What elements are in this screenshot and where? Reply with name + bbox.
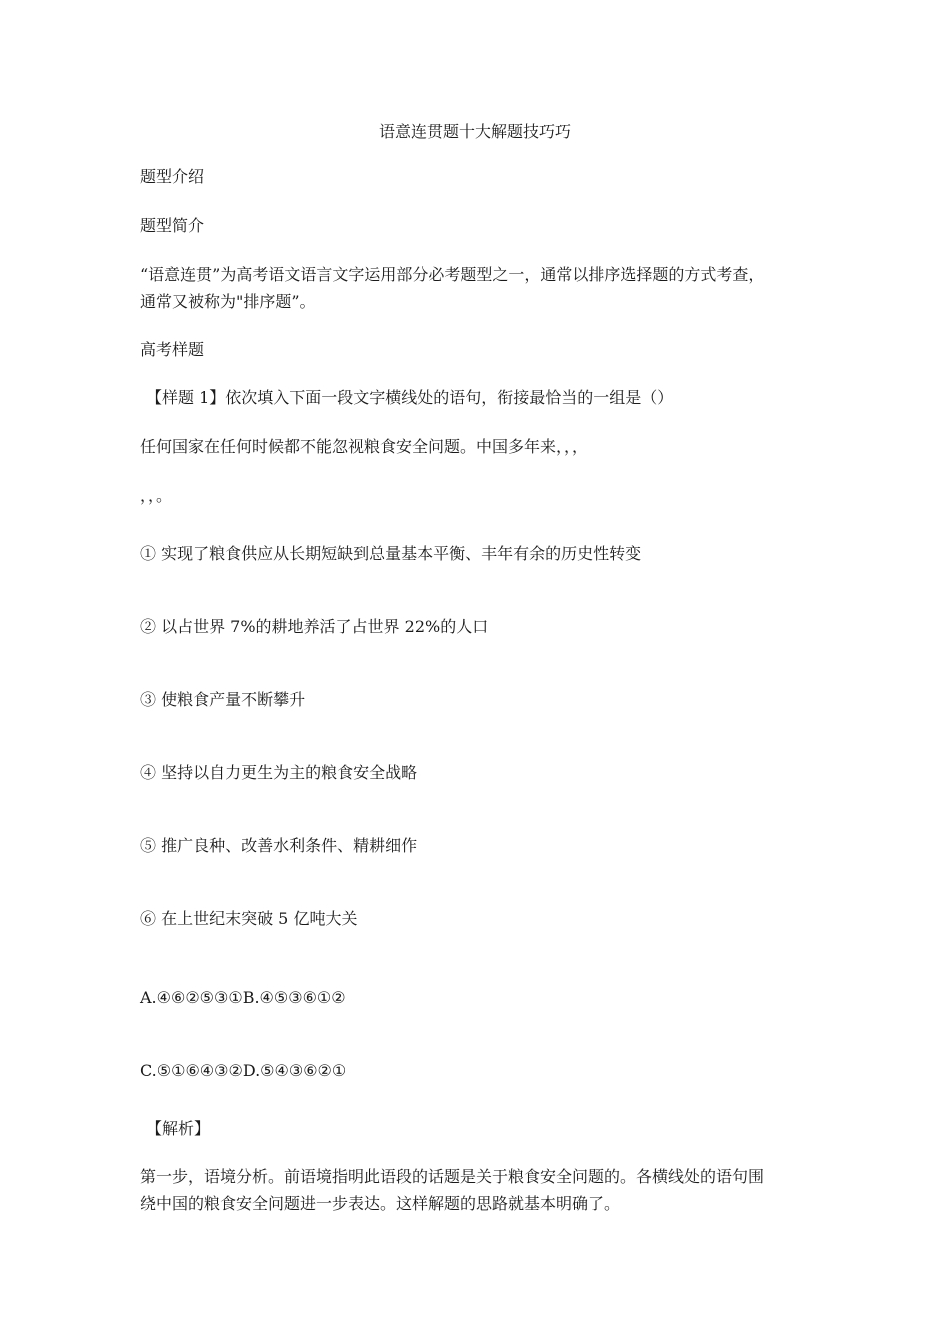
subsection-heading-brief: 题型简介 <box>140 216 205 235</box>
analysis-heading: 【解析】 <box>146 1119 211 1138</box>
document-title: 语意连贯题十大解题技巧巧 <box>378 122 571 141</box>
answer-choices-line-1: A.④⑥②⑤③①B.④⑤③⑥①② <box>140 988 346 1007</box>
analysis-line-1: 第一步，语境分析。前语境指明此语段的话题是关于粮食安全问题的。各横线处的语句围 <box>140 1167 765 1186</box>
sample-question: 【样题 1】依次填入下面一段文字横线处的语句，衔接最恰当的一组是（） <box>146 388 674 407</box>
brief-paragraph-line-1: “语意连贯”为高考语文语言文字运用部分必考题型之一，通常以排序选择题的方式考查， <box>140 265 765 284</box>
option-item: ③ 使粮食产量不断攀升 <box>140 690 306 709</box>
sample-text-line-2: ，，。 <box>140 486 173 505</box>
option-item: ② 以占世界 7%的耕地养活了占世界 22%的人口 <box>140 617 489 636</box>
brief-paragraph-line-2: 通常又被称为"排序题”。 <box>140 292 316 311</box>
option-item: ⑤ 推广良种、改善水利条件、精耕细作 <box>140 836 418 855</box>
analysis-line-2: 绕中国的粮食安全问题进一步表达。这样解题的思路就基本明确了。 <box>140 1194 621 1213</box>
sample-text-line-1: 任何国家在任何时候都不能忽视粮食安全问题。中国多年来，，， <box>140 437 589 456</box>
option-item: ① 实现了粮食供应从长期短缺到总量基本平衡、丰年有余的历史性转变 <box>140 544 642 563</box>
option-item: ④ 坚持以自力更生为主的粮食安全战略 <box>140 763 418 782</box>
section-heading-intro: 题型介绍 <box>140 167 205 186</box>
option-item: ⑥ 在上世纪末突破 5 亿吨大关 <box>140 909 358 928</box>
subsection-heading-sample: 高考样题 <box>140 340 205 359</box>
answer-choices-line-2: C.⑤①⑥④③②D.⑤④③⑥②① <box>140 1061 347 1080</box>
